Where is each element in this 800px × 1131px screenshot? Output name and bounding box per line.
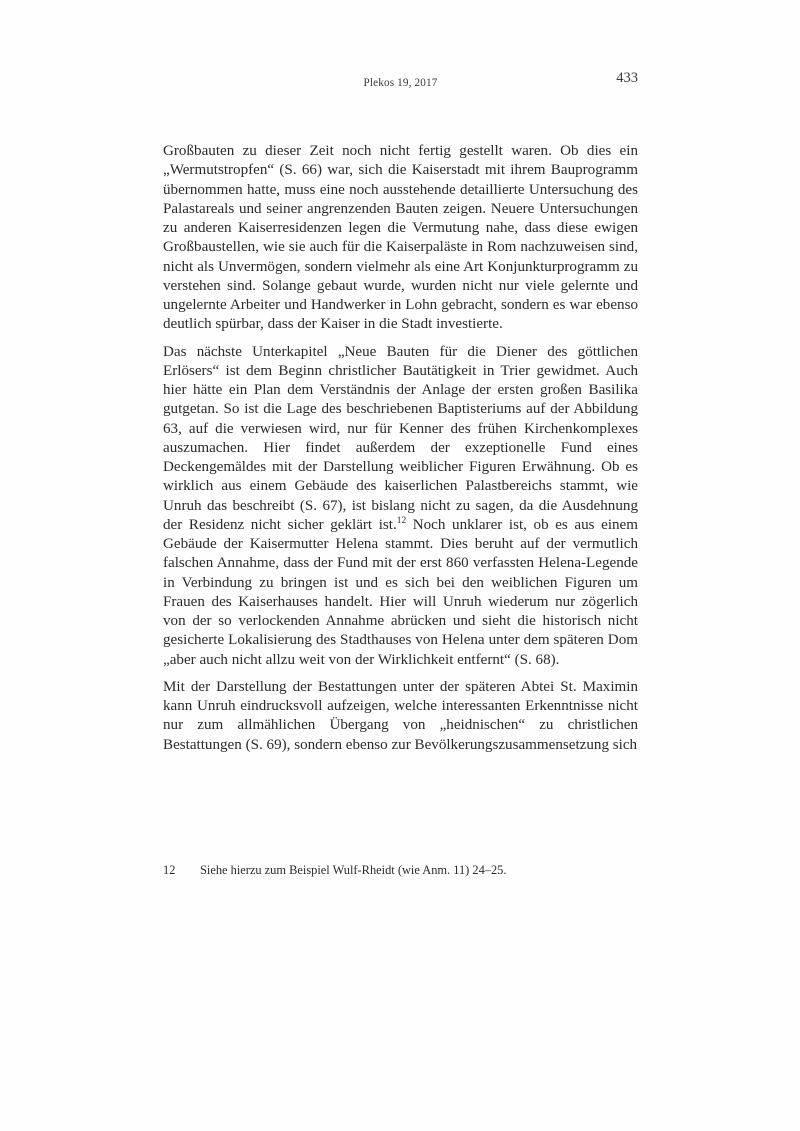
page-number: 433	[616, 70, 638, 86]
paragraph-text-segment: Das nächste Unterkapitel „Neue Bauten für die Diener des göttlichen Erlösers“ ist dem Beginn christlicher Bautätigkeit in Trier gewidmet. Auch hier hätte ein Plan dem Verständnis der Anlage der ersten großen Basilika gutgetan. So ist die Lage des beschriebenen Baptisteriums auf der Abbildung 63, auf die verwiesen wird, nur für Kenner des frühen Kirchenkomplexes auszumachen. Hier findet außerdem der exzeptionelle Fund eines Deckengemäldes mit der Darstellung weiblicher Figuren Erwähnung. Ob es wirklich aus einem Gebäude des kaiserlichen Palastbereichs stammt, wie Unruh das beschreibt (S. 67), ist bislang nicht zu sagen, da die Ausdehnung der Residenz nicht sicher geklärt ist.	[163, 343, 638, 533]
body-paragraph: Mit der Darstellung der Bestattungen unter der späteren Abtei St. Maximin kann Unruh eindrucksvoll aufzeigen, welche interessanten Erkenntnisse nicht nur zum allmählichen Übergang von „heidnischen“ zu christlichen Bestattungen (S. 69), sondern ebenso zur Bevölkerungszusammensetzung sich	[163, 678, 638, 753]
running-head	[163, 66, 638, 94]
footnote-reference-marker[interactable]: 12	[396, 515, 407, 526]
body-text-block	[163, 142, 638, 755]
footnote-entry	[163, 862, 638, 878]
body-paragraph: Großbauten zu dieser Zeit noch nicht fertig gestellt waren. Ob dies ein „Wermutstropfen“ (S. 66) war, sich die Kaiserstadt mit ihrem Bauprogramm übernommen hatte, muss eine noch ausstehende detaillierte Untersuchung des Palastareals und seiner angrenzenden Bauten zeigen. Neuere Untersuchungen zu anderen Kaiserresidenzen legen die Vermutung nahe, dass diese ewigen Großbaustellen, wie sie auch für die Kaiserpaläste in Rom nachzuweisen sind, nicht als Unvermögen, sondern vielmehr als eine Art Konjunkturprogramm zu verstehen sind. Solange gebaut wurde, wurden nicht nur viele gelernte und ungelernte Arbeiter und Handwerker in Lohn gebracht, sondern es war ebenso deutlich spürbar, dass der Kaiser in die Stadt investierte.	[163, 143, 638, 333]
journal-title: Plekos 19, 2017	[363, 77, 438, 89]
body-paragraph	[163, 343, 638, 670]
paragraph-text-segment: Noch unklarer ist, ob es aus einem Gebäude der Kaisermutter Helena stammt. Dies beruht auf der vermutlich falschen Annahme, dass der Fund mit der erst 860 verfassten Helena-Legende in Verbindung zu bringen ist und es sich bei den weiblichen Figuren um Frauen des Kaiserhauses handelt. Hier will Unruh wiederum nur zögerlich von der so verlockenden Annahme abrücken und sieht die historisch nicht gesicherte Lokalisierung des Stadthauses von Helena unter dem späteren Dom „aber auch nicht allzu weit von der Wirklichkeit entfernt“ (S. 68).	[163, 516, 638, 668]
footnote-area	[163, 862, 638, 878]
footnote-number[interactable]: 12	[163, 863, 176, 877]
footnote-text: Siehe hierzu zum Beispiel Wulf-Rheidt (wie Anm. 11) 24–25.	[200, 863, 507, 877]
